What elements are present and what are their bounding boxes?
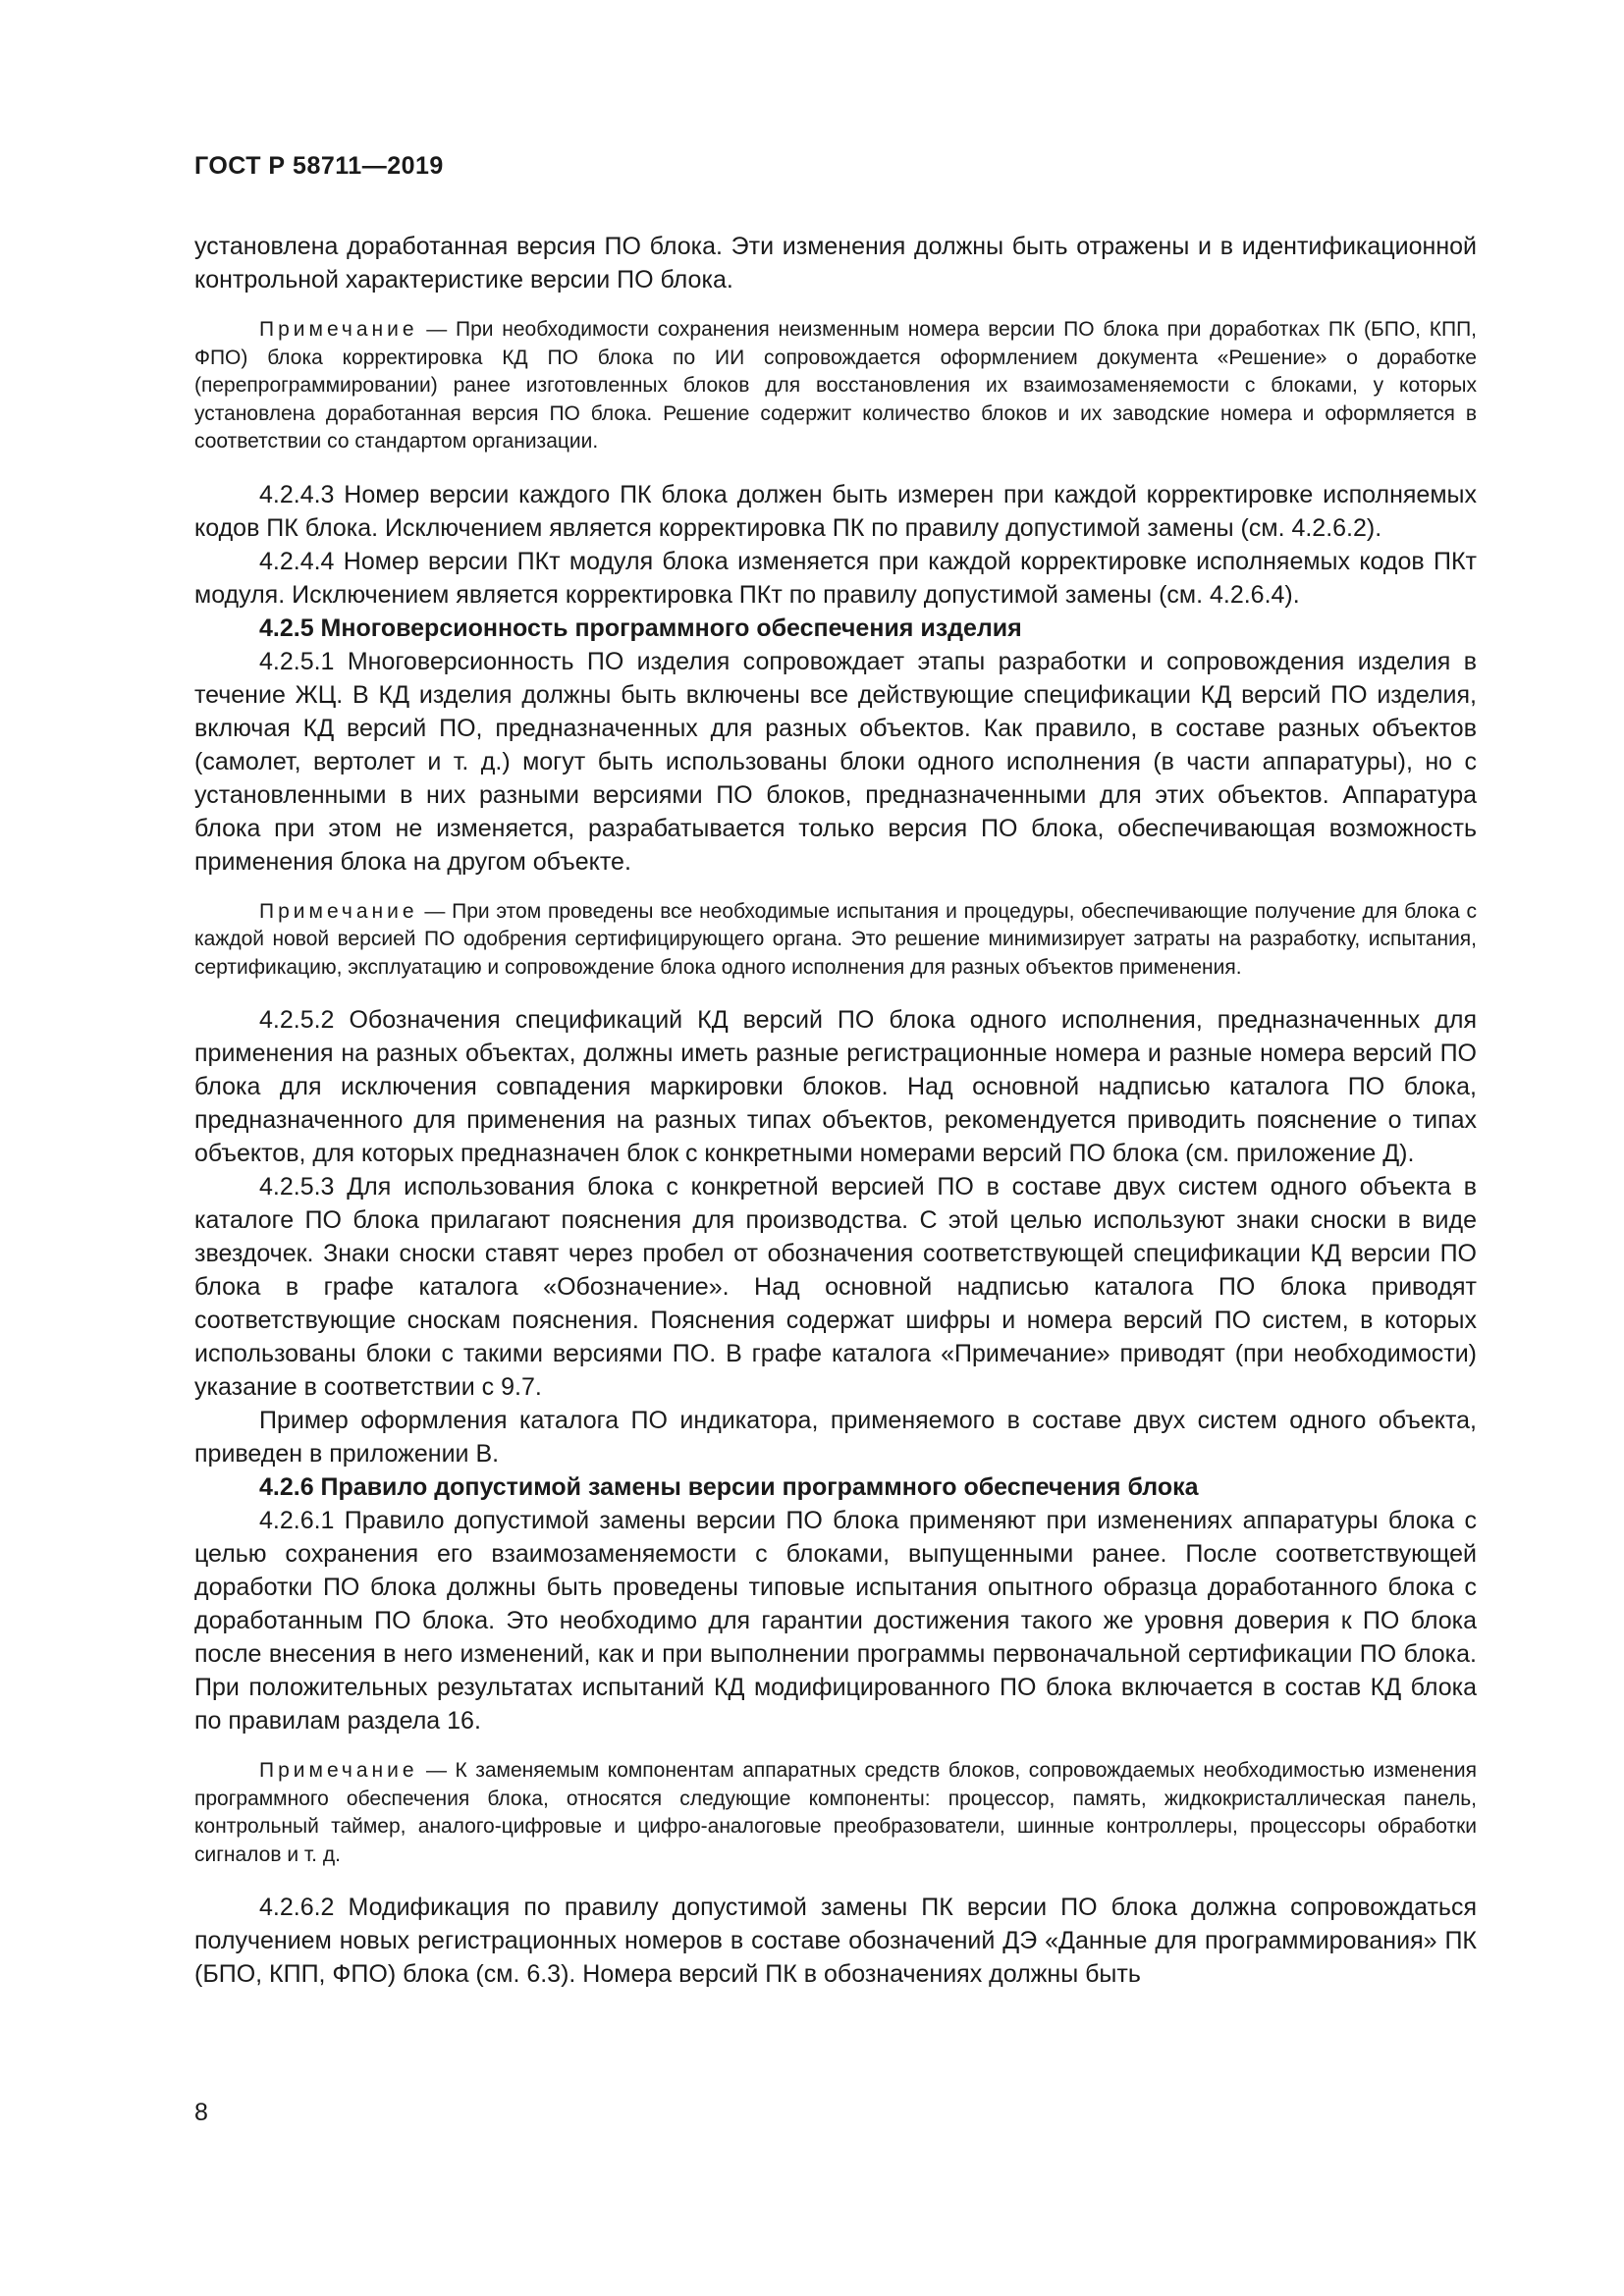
paragraph-4-2-5-2: 4.2.5.2 Обозначения спецификаций КД версий ПО блока одного исполнения, предназначенных для применения на разных объектах, должны иметь разные регистрационные номера и разные номера версий ПО блока для исключения совпадения маркировки блоков. Над основной надписью каталога ПО блока, предназначенного для применения на разных типах объектов, рекомендуется приводить пояснение о типах объектов, для которых предназначен блок с конкретными номерами версий ПО блока (см. приложение Д). <box>194 1006 1477 1167</box>
document-body <box>194 230 1477 1991</box>
paragraph-4-2-5-3: 4.2.5.3 Для использования блока с конкретной версией ПО в составе двух систем одного объекта в каталоге ПО блока прилагают пояснения для производства. С этой целью используют знаки сноски в виде звездочек. Знаки сноски ставят через пробел от обозначения соответствующей спецификации КД версии ПО блока в графе каталога «Обозначение». Над основной надписью каталога ПО блока приводят соответствующие сноскам пояснения. Пояснения содержат шифры и номера версий ПО систем, в которых использованы блоки с такими версиями ПО. В графе каталога «Примечание» приводят (при необходимости) указание в соответствии с 9.7. <box>194 1173 1477 1401</box>
note-3 <box>194 1757 1477 1869</box>
note-label: Примечание <box>259 318 418 341</box>
paragraph-example: Пример оформления каталога ПО индикатора, применяемого в составе двух систем одного объекта, приведен в приложении В. <box>194 1407 1477 1468</box>
paragraph-4-2-4-4: 4.2.4.4 Номер версии ПКт модуля блока изменяется при каждой корректировке исполняемых кодов ПКт модуля. Исключением является корректировка ПКт по правилу допустимой замены (см. 4.2.6.4). <box>194 547 1477 609</box>
note-1 <box>194 316 1477 456</box>
note-text: — При этом проведены все необходимые испытания и процедуры, обеспечивающие получение для блока с каждой новой версией ПО одобрения сертифицирующего органа. Это решение минимизирует затраты на разработку, испытания, сертификацию, эксплуатацию и сопровождение блока одного исполнения для разных объектов применения. <box>194 899 1477 979</box>
page-number: 8 <box>194 2099 208 2126</box>
paragraph-4-2-6-1: 4.2.6.1 Правило допустимой замены версии ПО блока применяют при изменениях аппаратуры блока с целью сохранения его взаимозаменяемости с блоками, выпущенными ранее. После соответствующей доработки ПО блока должны быть проведены типовые испытания опытного образца доработанного блока с доработанным ПО блока. Это необходимо для гарантии достижения такого же уровня доверия к ПО блока после внесения в него изменений, как и при выполнении программы первоначальной сертификации ПО блока. При положительных результатах испытаний КД модифицированного ПО блока включается в состав КД блока по правилам раздела 16. <box>194 1507 1477 1735</box>
document-header: ГОСТ Р 58711—2019 <box>194 152 444 180</box>
section-heading-4-2-6: 4.2.6 Правило допустимой замены версии программного обеспечения блока <box>259 1473 1199 1501</box>
note-text: — При необходимости сохранения неизменным номера версии ПО блока при доработках ПК (БПО, КПП, ФПО) блока корректировка КД ПО блока по ИИ сопровождается оформлением документа «Решение» о доработке (перепрограммировании) ранее изготовленных блоков для восстановления их взаимозаменяемости с блоками, у которых установлена доработанная версия ПО блока. Решение содержит количество блоков и их заводские номера и оформляется в соответствии со стандартом организации. <box>194 318 1477 453</box>
note-label: Примечание <box>259 1759 418 1782</box>
paragraph-4-2-5-1: 4.2.5.1 Многоверсионность ПО изделия сопровождает этапы разработки и сопровождения изделия в течение ЖЦ. В КД изделия должны быть включены все действующие спецификации КД версий ПО изделия, включая КД версий ПО, предназначенных для разных объектов. Как правило, в составе разных объектов (самолет, вертолет и т. д.) могут быть использованы блоки одного исполнения (в части аппаратуры), но с установленными в них разными версиями ПО блоков, предназначенными для этих объектов. Аппаратура блока при этом не изменяется, разрабатывается только версия ПО блока, обеспечивающая возможность применения блока на другом объекте. <box>194 647 1477 876</box>
note-2 <box>194 898 1477 983</box>
paragraph-continuation: установлена доработанная версия ПО блока. Эти изменения должны быть отражены и в идентификационной контрольной характеристике версии ПО блока. <box>194 233 1477 294</box>
note-label: Примечание <box>259 899 418 923</box>
note-text: — К заменяемым компонентам аппаратных средств блоков, сопровождаемых необходимостью изменения программного обеспечения блока, относятся следующие компоненты: процессор, память, жидкокристаллическая панель, контрольный таймер, аналого-цифровые и цифро-аналоговые преобразователи, шинные контроллеры, процессоры обработки сигналов и т. д. <box>194 1759 1477 1866</box>
section-heading-4-2-5: 4.2.5 Многоверсионность программного обеспечения изделия <box>259 614 1022 642</box>
paragraph-4-2-4-3: 4.2.4.3 Номер версии каждого ПК блока должен быть измерен при каждой корректировке исполняемых кодов ПК блока. Исключением является корректировка ПК по правилу допустимой замены (см. 4.2.6.2). <box>194 480 1477 542</box>
paragraph-4-2-6-2: 4.2.6.2 Модификация по правилу допустимой замены ПК версии ПО блока должна сопровождаться получением новых регистрационных номеров в составе обозначений ДЭ «Данные для программирования» ПК (БПО, КПП, ФПО) блока (см. 6.3). Номера версий ПК в обозначениях должны быть <box>194 1894 1477 1988</box>
